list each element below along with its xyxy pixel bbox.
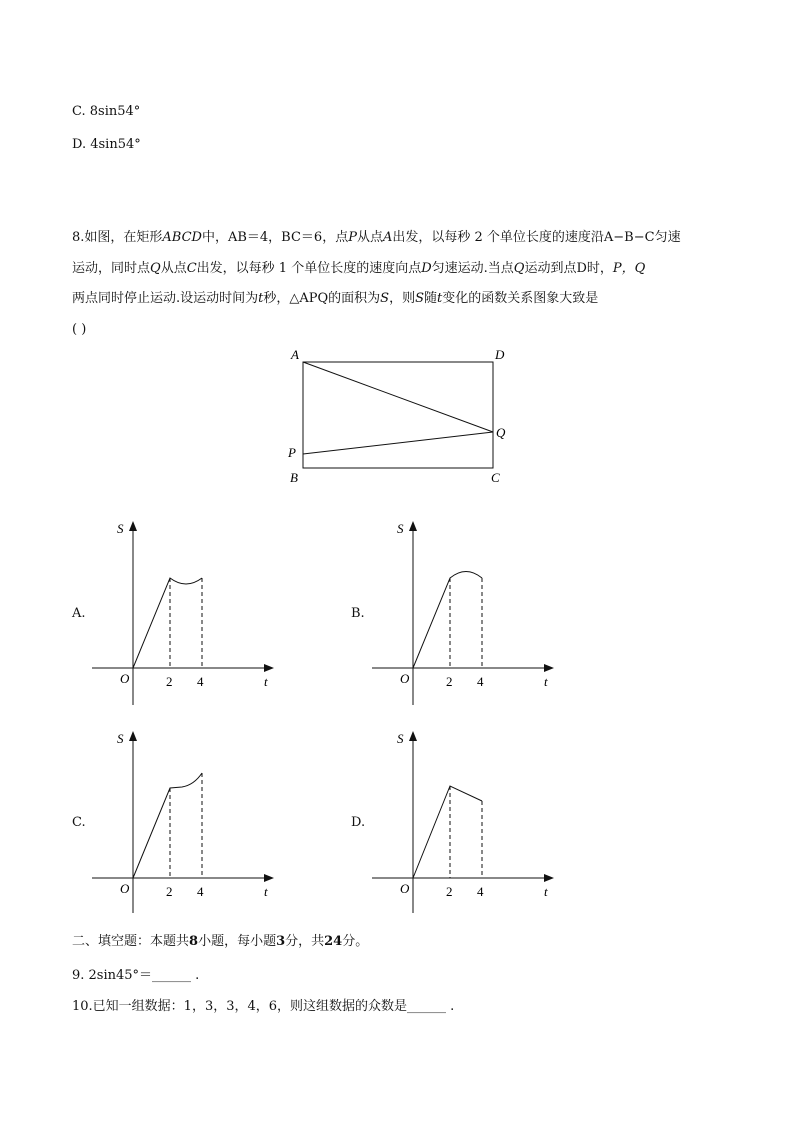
origin-label: O [120,881,130,896]
y-axis-arrow [129,521,137,531]
q8-answer-bracket: ( ) [72,322,87,337]
point-p-label: P [288,445,296,460]
origin-label: O [400,881,410,896]
axis-t-label: t [264,884,268,899]
curve-a [133,578,202,668]
origin-label: O [400,671,410,686]
option-d-label: D. [351,815,366,830]
segment-aq [303,362,493,432]
axis-s-label: S [397,731,404,746]
option-a-label: A. [72,606,86,621]
tick-4-label: 4 [197,884,204,899]
tick-2-label: 2 [166,884,173,899]
curve-b [413,572,482,669]
section-2-header: 二、填空题：本题共8小题，每小题3分，共24分。 [72,934,369,949]
option-c-prev: C. 8sin54° [72,104,141,119]
rectangle-abcd [303,362,493,468]
axis-t-label: t [544,884,548,899]
q8-line-2: 运动，同时点Q从点C出发，以每秒 1 个单位长度的速度向点D匀速运动.当点Q运动到点D时，P，Q [72,261,646,276]
curve-d [413,786,482,878]
graph-option-c [90,725,290,915]
vertex-a-label: A [291,347,299,362]
q8-line-3: 两点同时停止运动.设运动时间为t秒，△APQ的面积为S，则S随t变化的函数关系图象大致是 [72,291,599,306]
question-9: 9. 2sin45°＝______ . [72,968,200,983]
vertex-d-label: D [495,347,505,362]
option-d-prev: D. 4sin54° [72,137,141,152]
tick-2-label: 2 [446,884,453,899]
point-q-label: Q [496,425,506,440]
axis-t-label: t [544,674,548,689]
axis-s-label: S [117,521,124,536]
axis-t-label: t [264,674,268,689]
y-axis-arrow [129,731,137,741]
graph-option-b [370,515,570,705]
y-axis-arrow [409,521,417,531]
tick-2-label: 2 [446,674,453,689]
q8-line-1: 8.如图，在矩形ABCD中，AB＝4，BC＝6，点P从点A出发，以每秒 2 个单位长度的速度沿A−B−C匀速 [72,230,681,245]
graph-option-a [90,515,290,705]
curve-c [133,773,202,878]
x-axis-arrow [544,664,554,672]
rectangle-figure [280,340,520,490]
tick-4-label: 4 [477,674,484,689]
axis-s-label: S [117,731,124,746]
axis-s-label: S [397,521,404,536]
graph-option-d [370,725,570,915]
x-axis-arrow [264,664,274,672]
x-axis-arrow [544,874,554,882]
vertex-b-label: B [290,470,298,485]
tick-2-label: 2 [166,674,173,689]
option-c-label: C. [72,815,86,830]
question-10: 10.已知一组数据：1，3，3，4，6，则这组数据的众数是______ . [72,999,455,1014]
segment-pq [303,432,493,454]
tick-4-label: 4 [477,884,484,899]
tick-4-label: 4 [197,674,204,689]
vertex-c-label: C [491,470,500,485]
option-b-label: B. [351,606,365,621]
origin-label: O [120,671,130,686]
y-axis-arrow [409,731,417,741]
x-axis-arrow [264,874,274,882]
